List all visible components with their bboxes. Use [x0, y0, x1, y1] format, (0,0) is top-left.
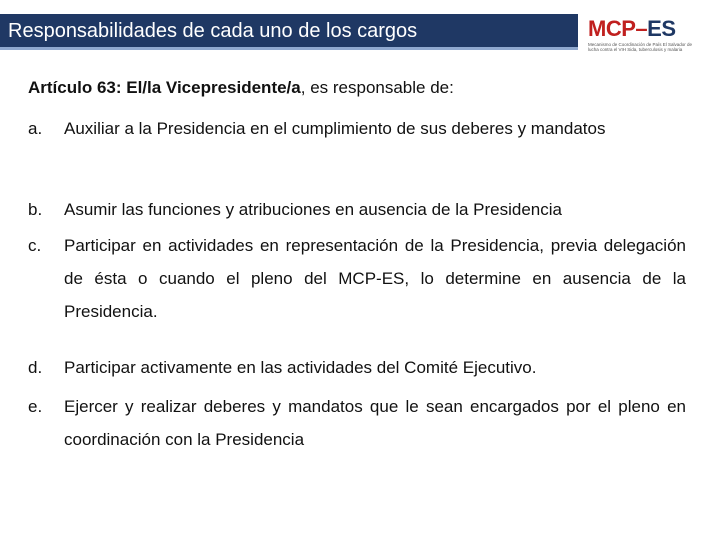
list-item-a [28, 112, 686, 145]
list-item-letter: c. [28, 236, 42, 255]
logo-wordmark [588, 16, 676, 40]
article-heading-bold: Artículo 63: El/la Vicepresidente/a [28, 78, 301, 97]
list-item-letter: a. [28, 119, 43, 138]
logo-dash: – [635, 16, 648, 41]
title-bar [0, 14, 578, 50]
article-heading [28, 78, 454, 98]
list-item-text: Auxiliar a la Presidencia en el cumplimiento de sus deberes y mandatos [64, 119, 606, 138]
list-item-text: Participar activamente en las actividades del Comité Ejecutivo. [64, 358, 537, 377]
list-item-text: Asumir las funciones y atribuciones en ausencia de la Presidencia [64, 200, 562, 219]
list-item-letter: e. [28, 397, 43, 416]
list-item-text: Participar en actividades en representación de la Presidencia, previa delegación de ésta o cuando el pleno del MCP-ES, lo determine en ausencia de la Presidencia. [64, 236, 686, 321]
article-heading-rest: , es responsable de: [300, 78, 454, 97]
page-title: Responsabilidades de cada uno de los cargos [8, 20, 418, 42]
list-item-letter: b. [28, 200, 43, 219]
list-item-e [28, 390, 686, 456]
list-item-letter: d. [28, 358, 43, 377]
list-item-d [28, 351, 686, 384]
logo-subtitle: Mecanismo de Coordinación de País El Salvador de lucha contra el VIH Sida, tuberculosis y malaria [588, 42, 693, 53]
logo-es-text: ES [647, 16, 676, 41]
mcp-es-logo [584, 16, 696, 60]
list-item-b [28, 193, 686, 226]
list-item-text: Ejercer y realizar deberes y mandatos que le sean encargados por el pleno en coordinación con la Presidencia [64, 397, 686, 449]
logo-mcp-text: MCP [588, 16, 636, 41]
list-item-c [28, 229, 686, 328]
